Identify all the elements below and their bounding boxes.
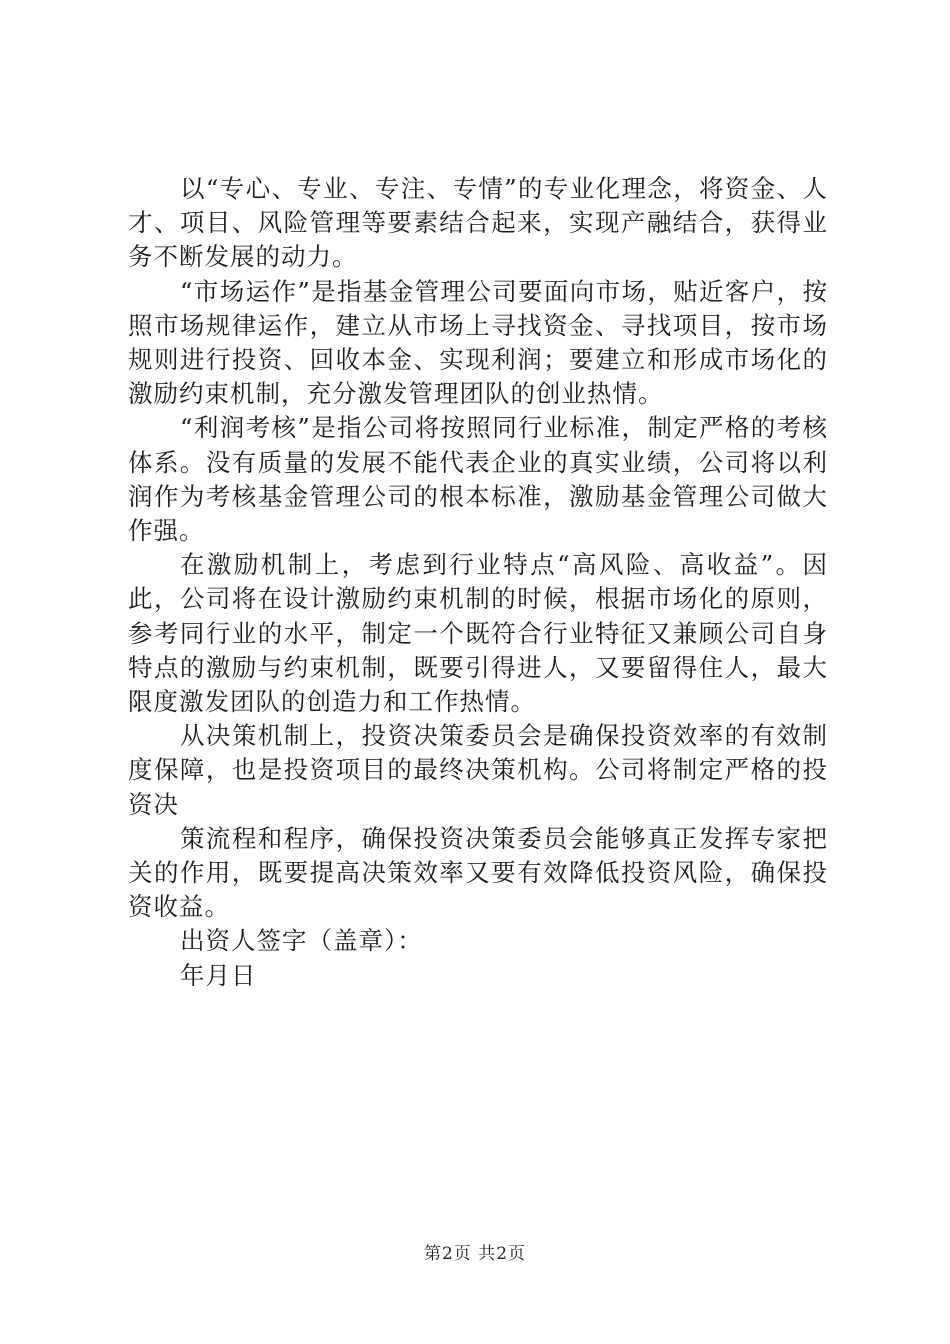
paragraph-decision-process: 策流程和程序，确保投资决策委员会能够真正发挥专家把关的作用，既要提高决策效率又要有效降低投资风险，确保投资收益。	[128, 823, 828, 922]
page-number-footer: 第2页 共2页	[423, 1244, 527, 1264]
paragraph-intro: 以“专心、专业、专注、专情”的专业化理念，将资金、人才、项目、风险管理等要素结合起来，实现产融结合，获得业务不断发展的动力。	[128, 174, 828, 272]
investor-signature-line: 出资人签字（盖章）：	[180, 926, 423, 956]
paragraph-decision-mechanism: 从决策机制上，投资决策委员会是确保投资效率的有效制度保障，也是投资项目的最终决策机构。公司将制定严格的投资决	[128, 721, 828, 819]
paragraph-profit-assessment: “利润考核”是指公司将按照同行业标准，制定严格的考核体系。没有质量的发展不能代表企业的真实业绩，公司将以利润作为考核基金管理公司的根本标准，激励基金管理公司做大作强。	[128, 413, 828, 546]
date-line: 年月日	[180, 960, 257, 990]
paragraph-market-operation: “市场运作”是指基金管理公司要面向市场，贴近客户，按照市场规律运作，建立从市场上寻找资金、寻找项目，按市场规则进行投资、回收本金、实现利润；要建立和形成市场化的激励约束机制，充分激发管理团队的创业热情。	[128, 276, 828, 409]
paragraph-incentive-mechanism: 在激励机制上，考虑到行业特点“高风险、高收益”。因此，公司将在设计激励约束机制的时候，根据市场化的原则，参考同行业的水平，制定一个既符合行业特征又兼顾公司自身特点的激励与约束机制，既要引得进人，又要留得住人，最大限度激发团队的创造力和工作热情。	[128, 550, 828, 717]
document-body	[128, 172, 828, 993]
